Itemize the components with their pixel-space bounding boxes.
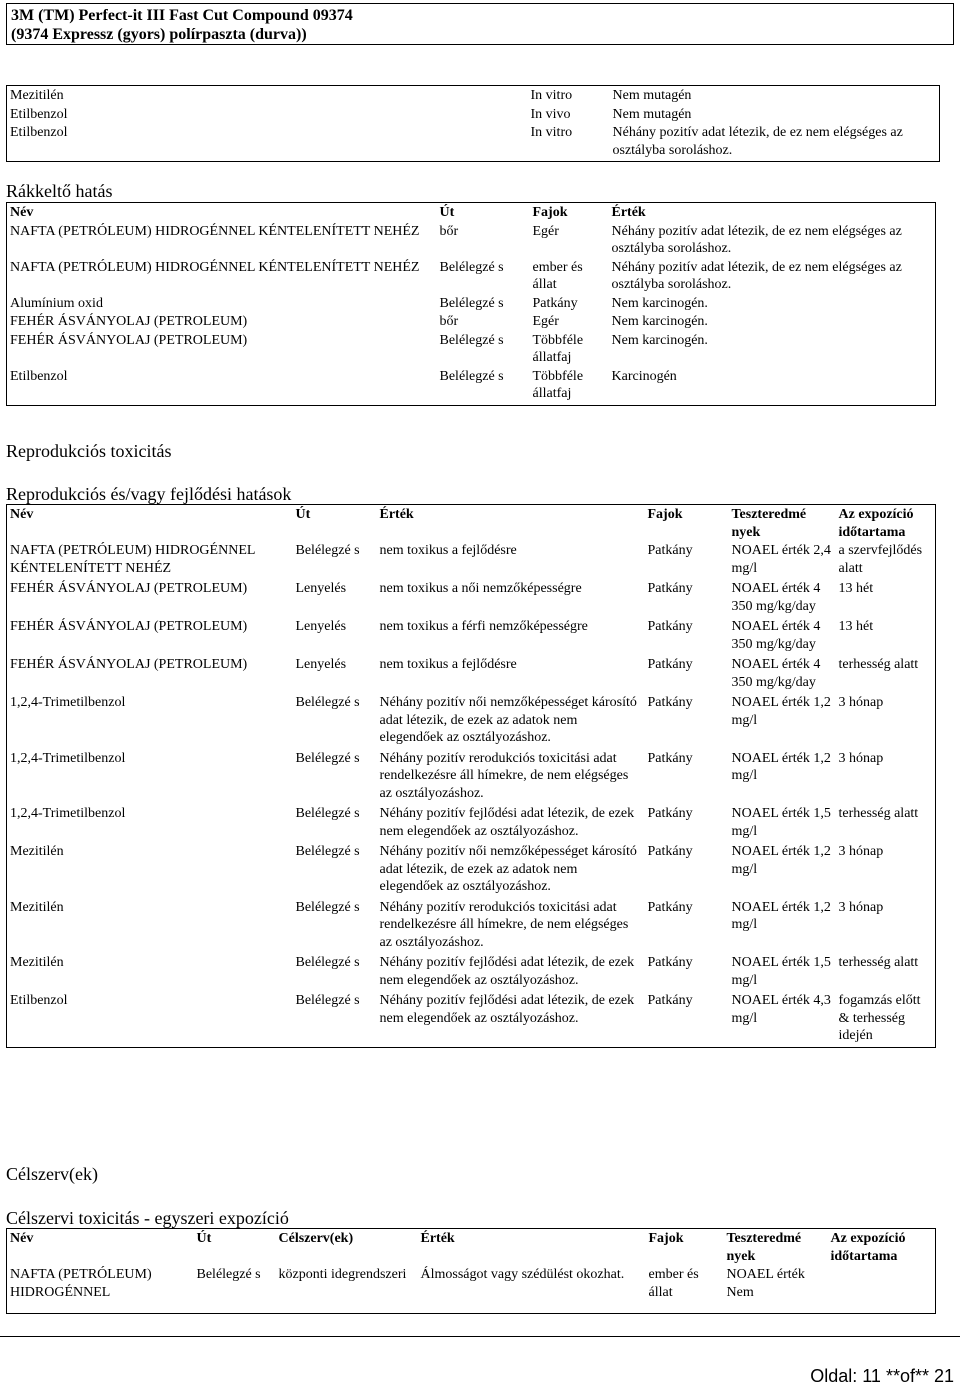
header-route: Út xyxy=(196,1231,212,1246)
target-organ-heading: Célszerv(ek) xyxy=(6,1164,98,1184)
table-row xyxy=(7,105,940,124)
header-organ: Célszerv(ek) xyxy=(278,1231,354,1246)
carcinogenicity-heading: Rákkeltő hatás xyxy=(6,181,113,201)
cell-result: NOAEL érték 1,5 mg/l xyxy=(731,955,831,988)
table-row xyxy=(7,312,936,331)
cell-value: nem toxikus a férfi nemzőképességre xyxy=(379,619,588,634)
cell-species: Patkány xyxy=(647,955,693,970)
cell-organ: központi idegrendszeri xyxy=(278,1267,407,1282)
cell-name: 1,2,4-Trimetilbenzol xyxy=(10,695,126,710)
cell-route: Belélegzé s xyxy=(439,368,504,384)
cell-name: Etilbenzol xyxy=(10,993,68,1008)
cell-name: Etilbenzol xyxy=(10,125,68,140)
cell-value: Néhány pozitív rerodukciós toxicitási adat rendelkezésre áll hímekre, de nem elégséges az osztályozáshoz. xyxy=(379,750,629,801)
cell-value: Nem karcinogén. xyxy=(611,314,708,329)
cell-species: Patkány xyxy=(647,619,693,634)
table-row xyxy=(7,258,936,294)
cell-result: NOAEL érték 1,2 mg/l xyxy=(731,844,831,877)
target-organ-subheading: Célszervi toxicitás - egyszeri expozíció xyxy=(6,1208,289,1228)
product-title: 3M (TM) Perfect-it III Fast Cut Compound 09374 xyxy=(11,7,353,24)
cell-value: Néhány pozitív fejlődési adat létezik, de ezek nem elegendőek az osztályozáshoz. xyxy=(379,806,635,839)
cell-duration: a szervfejlődés alatt xyxy=(838,543,923,576)
cell-duration: terhesség alatt xyxy=(838,657,919,672)
cell-route: In vivo xyxy=(530,106,571,122)
cell-route: Belélegzé s xyxy=(196,1267,261,1282)
table-row xyxy=(7,579,936,617)
cell-result: NOAEL érték 4 350 mg/kg/day xyxy=(731,657,821,690)
cell-result: NOAEL érték 4 350 mg/kg/day xyxy=(731,581,821,614)
cell-name: Mezitilén xyxy=(10,844,64,859)
table-row xyxy=(7,655,936,693)
cell-name: NAFTA (PETRÓLEUM) HIDROGÉNNEL xyxy=(10,1267,152,1300)
cell-route: Belélegzé s xyxy=(295,695,360,710)
table-row xyxy=(7,331,936,367)
repro-subheading: Reprodukciós és/vagy fejlődési hatások xyxy=(6,484,292,504)
cell-species: Patkány xyxy=(647,844,693,859)
genotox-table xyxy=(6,85,940,162)
cell-species: Egér xyxy=(532,223,559,239)
cell-value: Néhány pozitív rerodukciós toxicitási adat rendelkezésre áll hímekre, de nem elégséges az osztályozáshoz. xyxy=(379,899,629,950)
cell-species: Patkány xyxy=(647,899,693,915)
cell-name: Etilbenzol xyxy=(10,368,68,384)
cell-value: nem toxikus a fejlődésre xyxy=(379,657,517,672)
cell-duration: 3 hónap xyxy=(838,750,884,766)
cell-name: FEHÉR ÁSVÁNYOLAJ (PETROLEUM) xyxy=(10,314,248,329)
cell-name: 1,2,4-Trimetilbenzol xyxy=(10,750,126,766)
header-duration: Az expozíció időtartama xyxy=(830,1231,906,1264)
header-name: Név xyxy=(10,507,34,522)
cell-name: Mezitilén xyxy=(10,899,64,915)
target-organ-table xyxy=(6,1228,936,1314)
table-row xyxy=(7,898,936,954)
cell-duration: 13 hét xyxy=(838,581,874,596)
cell-duration xyxy=(828,1265,936,1313)
table-row xyxy=(7,222,936,258)
cell-species: Patkány xyxy=(647,750,693,766)
header-route: Út xyxy=(439,205,455,220)
header-result: Teszteredmé nyek xyxy=(726,1231,802,1264)
repro-heading: Reprodukciós toxicitás xyxy=(6,441,172,461)
table-row xyxy=(7,749,936,805)
cell-name: FEHÉR ÁSVÁNYOLAJ (PETROLEUM) xyxy=(10,581,248,596)
header-value: Érték xyxy=(420,1231,455,1246)
table-header-row xyxy=(7,203,936,222)
cell-value: Karcinogén xyxy=(611,368,677,384)
cell-value: Néhány pozitív fejlődési adat létezik, de ezek nem elegendőek az osztályozáshoz. xyxy=(379,993,635,1026)
carcinogenicity-table xyxy=(6,202,936,406)
table-row xyxy=(7,86,940,105)
cell-result: NOAEL érték 1,5 mg/l xyxy=(731,806,831,839)
table-row xyxy=(7,294,936,313)
header-species: Fajok xyxy=(647,507,683,522)
cell-species: ember és állat xyxy=(648,1267,699,1300)
cell-name: 1,2,4-Trimetilbenzol xyxy=(10,806,126,821)
cell-value: Néhány pozitív adat létezik, de ez nem elégséges az osztályba soroláshoz. xyxy=(611,223,902,256)
cell-value: Néhány pozitív adat létezik, de ez nem elégséges az osztályba soroláshoz. xyxy=(611,259,902,292)
repro-table xyxy=(6,504,936,1048)
cell-name: NAFTA (PETRÓLEUM) HIDROGÉNNEL KÉNTELENÍTETT NEHÉZ xyxy=(10,259,420,275)
table-row xyxy=(7,842,936,898)
header-name: Név xyxy=(10,1231,34,1246)
header-species: Fajok xyxy=(648,1231,684,1246)
cell-result: NOAEL érték 4,3 mg/l xyxy=(731,993,831,1026)
cell-value: nem toxikus a fejlődésre xyxy=(379,543,517,558)
table-row xyxy=(7,693,936,749)
cell-route: bőr xyxy=(439,314,459,329)
cell-name: Mezitilén xyxy=(10,88,64,103)
footer-divider xyxy=(0,1336,960,1337)
cell-route: Lenyelés xyxy=(295,619,347,634)
header-value: Érték xyxy=(611,205,646,220)
page-number: Oldal: 11 **of** 21 xyxy=(810,1366,954,1386)
header-species: Fajok xyxy=(532,205,568,220)
table-row xyxy=(7,991,936,1047)
cell-species: Patkány xyxy=(647,543,693,558)
cell-result: NOAEL érték 1,2 mg/l xyxy=(731,695,831,728)
cell-value: Nem mutagén xyxy=(612,106,692,122)
cell-name: Alumínium oxid xyxy=(10,295,103,311)
cell-route: In vitro xyxy=(530,125,573,140)
document-title-box xyxy=(6,3,954,45)
cell-species: Többféle állatfaj xyxy=(532,332,584,365)
cell-duration: fogamzás előtt & terhesség idején xyxy=(838,993,921,1043)
cell-route: Belélegzé s xyxy=(295,750,360,766)
table-row xyxy=(7,953,936,991)
cell-species: Patkány xyxy=(532,295,578,311)
cell-result: NOAEL érték Nem xyxy=(726,1267,805,1300)
header-value: Érték xyxy=(379,507,414,522)
table-row xyxy=(7,367,936,406)
cell-name: FEHÉR ÁSVÁNYOLAJ (PETROLEUM) xyxy=(10,619,248,634)
cell-species: Egér xyxy=(532,314,559,329)
header-result: Teszteredmé nyek xyxy=(731,507,807,540)
cell-name: Etilbenzol xyxy=(10,106,68,122)
table-row xyxy=(7,617,936,655)
cell-value: Néhány pozitív női nemzőképességet károsító adat létezik, de ezek az adatok nem elegendőek az osztályozáshoz. xyxy=(379,695,637,745)
cell-route: Belélegzé s xyxy=(439,259,504,275)
cell-value: Nem karcinogén. xyxy=(611,295,708,311)
cell-route: Lenyelés xyxy=(295,657,347,672)
product-subtitle: (9374 Expressz (gyors) polírpaszta (durva)) xyxy=(11,26,307,43)
header-name: Név xyxy=(10,205,34,220)
cell-duration: 13 hét xyxy=(838,619,874,634)
cell-route: Belélegzé s xyxy=(295,955,360,970)
cell-species: ember és állat xyxy=(532,259,583,292)
cell-name: FEHÉR ÁSVÁNYOLAJ (PETROLEUM) xyxy=(10,332,248,348)
cell-name: Mezitilén xyxy=(10,955,64,970)
cell-route: Lenyelés xyxy=(295,581,347,596)
cell-value: nem toxikus a női nemzőképességre xyxy=(379,581,582,596)
table-row xyxy=(7,541,936,579)
table-header-row xyxy=(7,1229,936,1266)
cell-value: Néhány pozitív női nemzőképességet károsító adat létezik, de ezek az adatok nem elegendőek az osztályozáshoz. xyxy=(379,844,637,894)
cell-result: NOAEL érték 1,2 mg/l xyxy=(731,899,831,932)
cell-species: Patkány xyxy=(647,581,693,596)
cell-duration: 3 hónap xyxy=(838,844,884,859)
cell-result: NOAEL érték 4 350 mg/kg/day xyxy=(731,619,821,652)
cell-route: Belélegzé s xyxy=(295,543,360,558)
cell-species: Patkány xyxy=(647,993,693,1008)
cell-duration: terhesség alatt xyxy=(838,955,919,970)
cell-route: Belélegzé s xyxy=(295,993,360,1008)
cell-species: Többféle állatfaj xyxy=(532,368,584,401)
table-row xyxy=(7,1265,936,1313)
cell-route: Belélegzé s xyxy=(439,332,504,348)
cell-duration: 3 hónap xyxy=(838,695,884,710)
cell-result: NOAEL érték 2,4 mg/l xyxy=(731,543,831,576)
cell-route: Belélegzé s xyxy=(295,844,360,859)
cell-result: NOAEL érték 1,2 mg/l xyxy=(731,750,831,783)
cell-name: NAFTA (PETRÓLEUM) HIDROGÉNNEL KÉNTELENÍTETT NEHÉZ xyxy=(10,543,255,576)
cell-value: Néhány pozitív adat létezik, de ez nem elégséges az osztályba soroláshoz. xyxy=(612,125,903,158)
cell-name: FEHÉR ÁSVÁNYOLAJ (PETROLEUM) xyxy=(10,657,248,672)
cell-species: Patkány xyxy=(647,695,693,710)
cell-name: NAFTA (PETRÓLEUM) HIDROGÉNNEL KÉNTELENÍTETT NEHÉZ xyxy=(10,223,420,239)
cell-route: Belélegzé s xyxy=(439,295,504,311)
cell-value: Álmosságot vagy szédülést okozhat. xyxy=(420,1267,625,1282)
cell-species: Patkány xyxy=(647,806,693,821)
cell-value: Nem mutagén xyxy=(612,88,692,103)
cell-route: In vitro xyxy=(530,88,573,103)
cell-duration: 3 hónap xyxy=(838,899,884,915)
header-route: Út xyxy=(295,507,311,522)
table-row xyxy=(7,123,940,162)
cell-route: bőr xyxy=(439,223,459,239)
header-duration: Az expozíció időtartama xyxy=(838,507,914,540)
table-header-row xyxy=(7,505,936,542)
cell-route: Belélegzé s xyxy=(295,806,360,821)
cell-species: Patkány xyxy=(647,657,693,672)
cell-value: Nem karcinogén. xyxy=(611,332,708,348)
cell-duration: terhesség alatt xyxy=(838,806,919,821)
cell-value: Néhány pozitív fejlődési adat létezik, de ezek nem elegendőek az osztályozáshoz. xyxy=(379,955,635,988)
cell-route: Belélegzé s xyxy=(295,899,360,915)
table-row xyxy=(7,804,936,842)
